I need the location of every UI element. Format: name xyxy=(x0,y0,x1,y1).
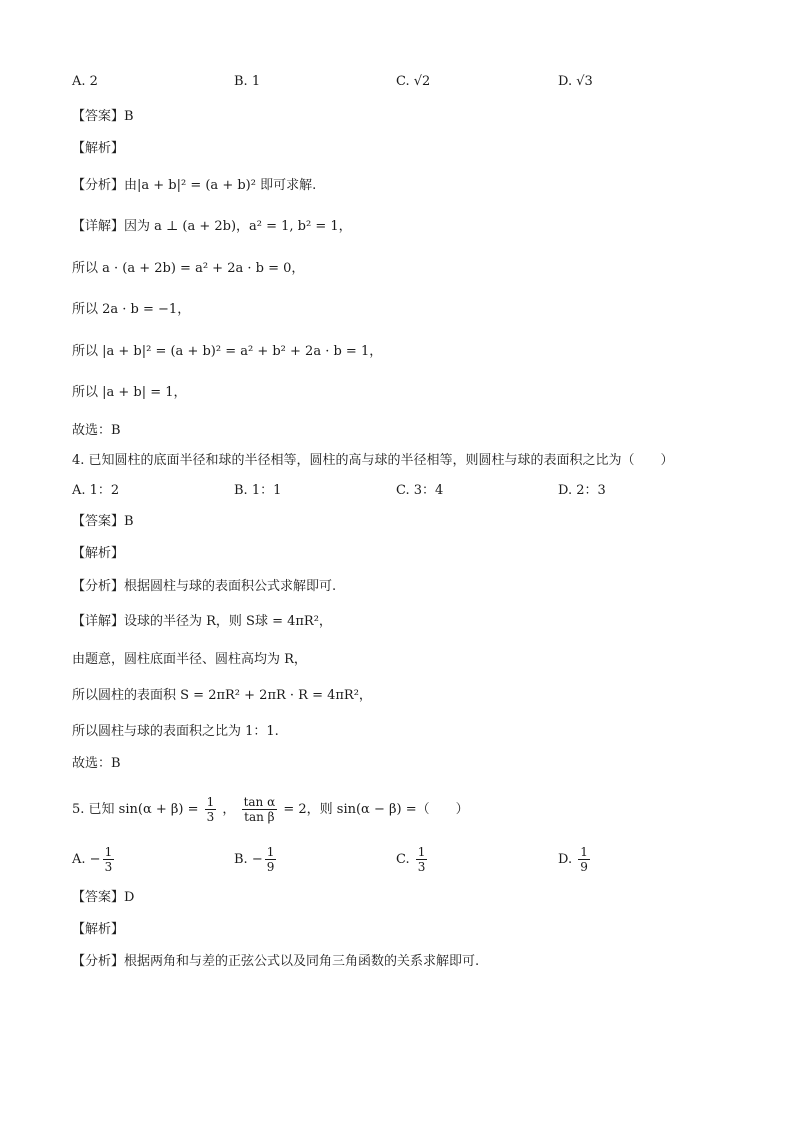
q5-option-c-frac xyxy=(416,845,428,874)
q5-option-d xyxy=(558,842,592,878)
q5-option-c xyxy=(396,842,429,878)
q5-option-a-label: A. xyxy=(72,852,86,867)
q5-option-a-den: 3 xyxy=(104,860,113,874)
q5-option-a-frac xyxy=(103,845,115,874)
q5-frac-tan-ratio xyxy=(242,795,278,824)
q4-step-3: 所以圆柱与球的表面积之比为 1：1. xyxy=(72,724,279,739)
q5-option-a-sign: − xyxy=(89,852,101,867)
q5-option-b-den: 9 xyxy=(266,860,275,874)
q3-step-3: 所以 |a + b|² = (a + b)² = a² + b² + 2a · b = 1， xyxy=(72,344,383,359)
q3-step-1: 所以 a · (a + 2b) = a² + 2a · b = 0， xyxy=(72,261,305,276)
q5-stem-suffix: = 2，则 sin(α − β) =（ ） xyxy=(283,802,469,817)
q4-answer: 【答案】B xyxy=(72,514,134,529)
q4-choose: 故选：B xyxy=(72,756,121,771)
q3-step-2: 所以 2a · b = −1， xyxy=(72,302,191,317)
q3-option-d: D. √3 xyxy=(558,74,593,89)
q4-option-c: C. 3：4 xyxy=(396,483,444,498)
q3-answer: 【答案】B xyxy=(72,109,134,124)
q3-choose: 故选：B xyxy=(72,423,121,438)
q3-option-b: B. 1 xyxy=(234,74,261,89)
q4-option-a: A. 1：2 xyxy=(72,483,120,498)
q4-step-1: 由题意，圆柱底面半径、圆柱高均为 R， xyxy=(72,652,307,667)
q5-option-d-label: D. xyxy=(558,852,573,867)
q5-stem xyxy=(72,792,469,828)
q4-option-b: B. 1：1 xyxy=(234,483,282,498)
q5-frac2-den: tan β xyxy=(244,810,275,824)
q5-option-b-frac xyxy=(265,845,277,874)
q5-option-d-num: 1 xyxy=(580,845,588,859)
q4-step-2: 所以圆柱的表面积 S = 2πR² + 2πR · R = 4πR²， xyxy=(72,688,372,703)
q4-analysis-header: 【解析】 xyxy=(72,546,125,561)
q5-fenxi: 【分析】根据两角和与差的正弦公式以及同角三角函数的关系求解即可. xyxy=(72,954,480,969)
q5-frac1-num: 1 xyxy=(206,795,215,809)
q5-frac-one-third xyxy=(205,795,217,824)
q5-option-c-num: 1 xyxy=(417,845,426,859)
q5-option-c-label: C. xyxy=(396,852,410,867)
q5-frac1-den: 3 xyxy=(206,810,215,824)
q5-frac2-num: tan α xyxy=(243,795,276,809)
q3-fenxi: 【分析】由|a + b|² = (a + b)² 即可求解. xyxy=(72,178,317,193)
q5-option-a-num: 1 xyxy=(104,845,113,859)
q5-option-a xyxy=(72,842,116,878)
q3-option-c: C. √2 xyxy=(396,74,431,89)
q5-option-b-sign: − xyxy=(251,852,263,867)
q5-option-d-frac xyxy=(578,845,590,874)
q4-xiangjie: 【详解】设球的半径为 R，则 S球 = 4πR²， xyxy=(72,614,332,629)
q3-option-a: A. 2 xyxy=(72,74,98,89)
q5-answer: 【答案】D xyxy=(72,890,135,905)
q5-analysis-header: 【解析】 xyxy=(72,922,125,937)
q5-option-b-label: B. xyxy=(234,852,248,867)
q5-stem-prefix: 5. 已知 sin(α + β) = xyxy=(72,802,199,817)
q3-step-4: 所以 |a + b| = 1， xyxy=(72,385,187,400)
q5-stem-mid: ， xyxy=(222,802,236,817)
q4-fenxi: 【分析】根据圆柱与球的表面积公式求解即可. xyxy=(72,579,337,594)
q5-option-d-den: 9 xyxy=(580,860,588,874)
q4-stem: 4. 已知圆柱的底面半径和球的半径相等，圆柱的高与球的半径相等，则圆柱与球的表面积之比为（ ） xyxy=(72,453,674,468)
q4-option-d: D. 2：3 xyxy=(558,483,606,498)
q3-xiangjie: 【详解】因为 a ⊥ (a + 2b)，a² = 1, b² = 1， xyxy=(72,219,352,234)
q5-option-b xyxy=(234,842,278,878)
q5-option-c-den: 3 xyxy=(417,860,426,874)
q3-analysis-header: 【解析】 xyxy=(72,141,125,156)
q5-option-b-num: 1 xyxy=(266,845,275,859)
